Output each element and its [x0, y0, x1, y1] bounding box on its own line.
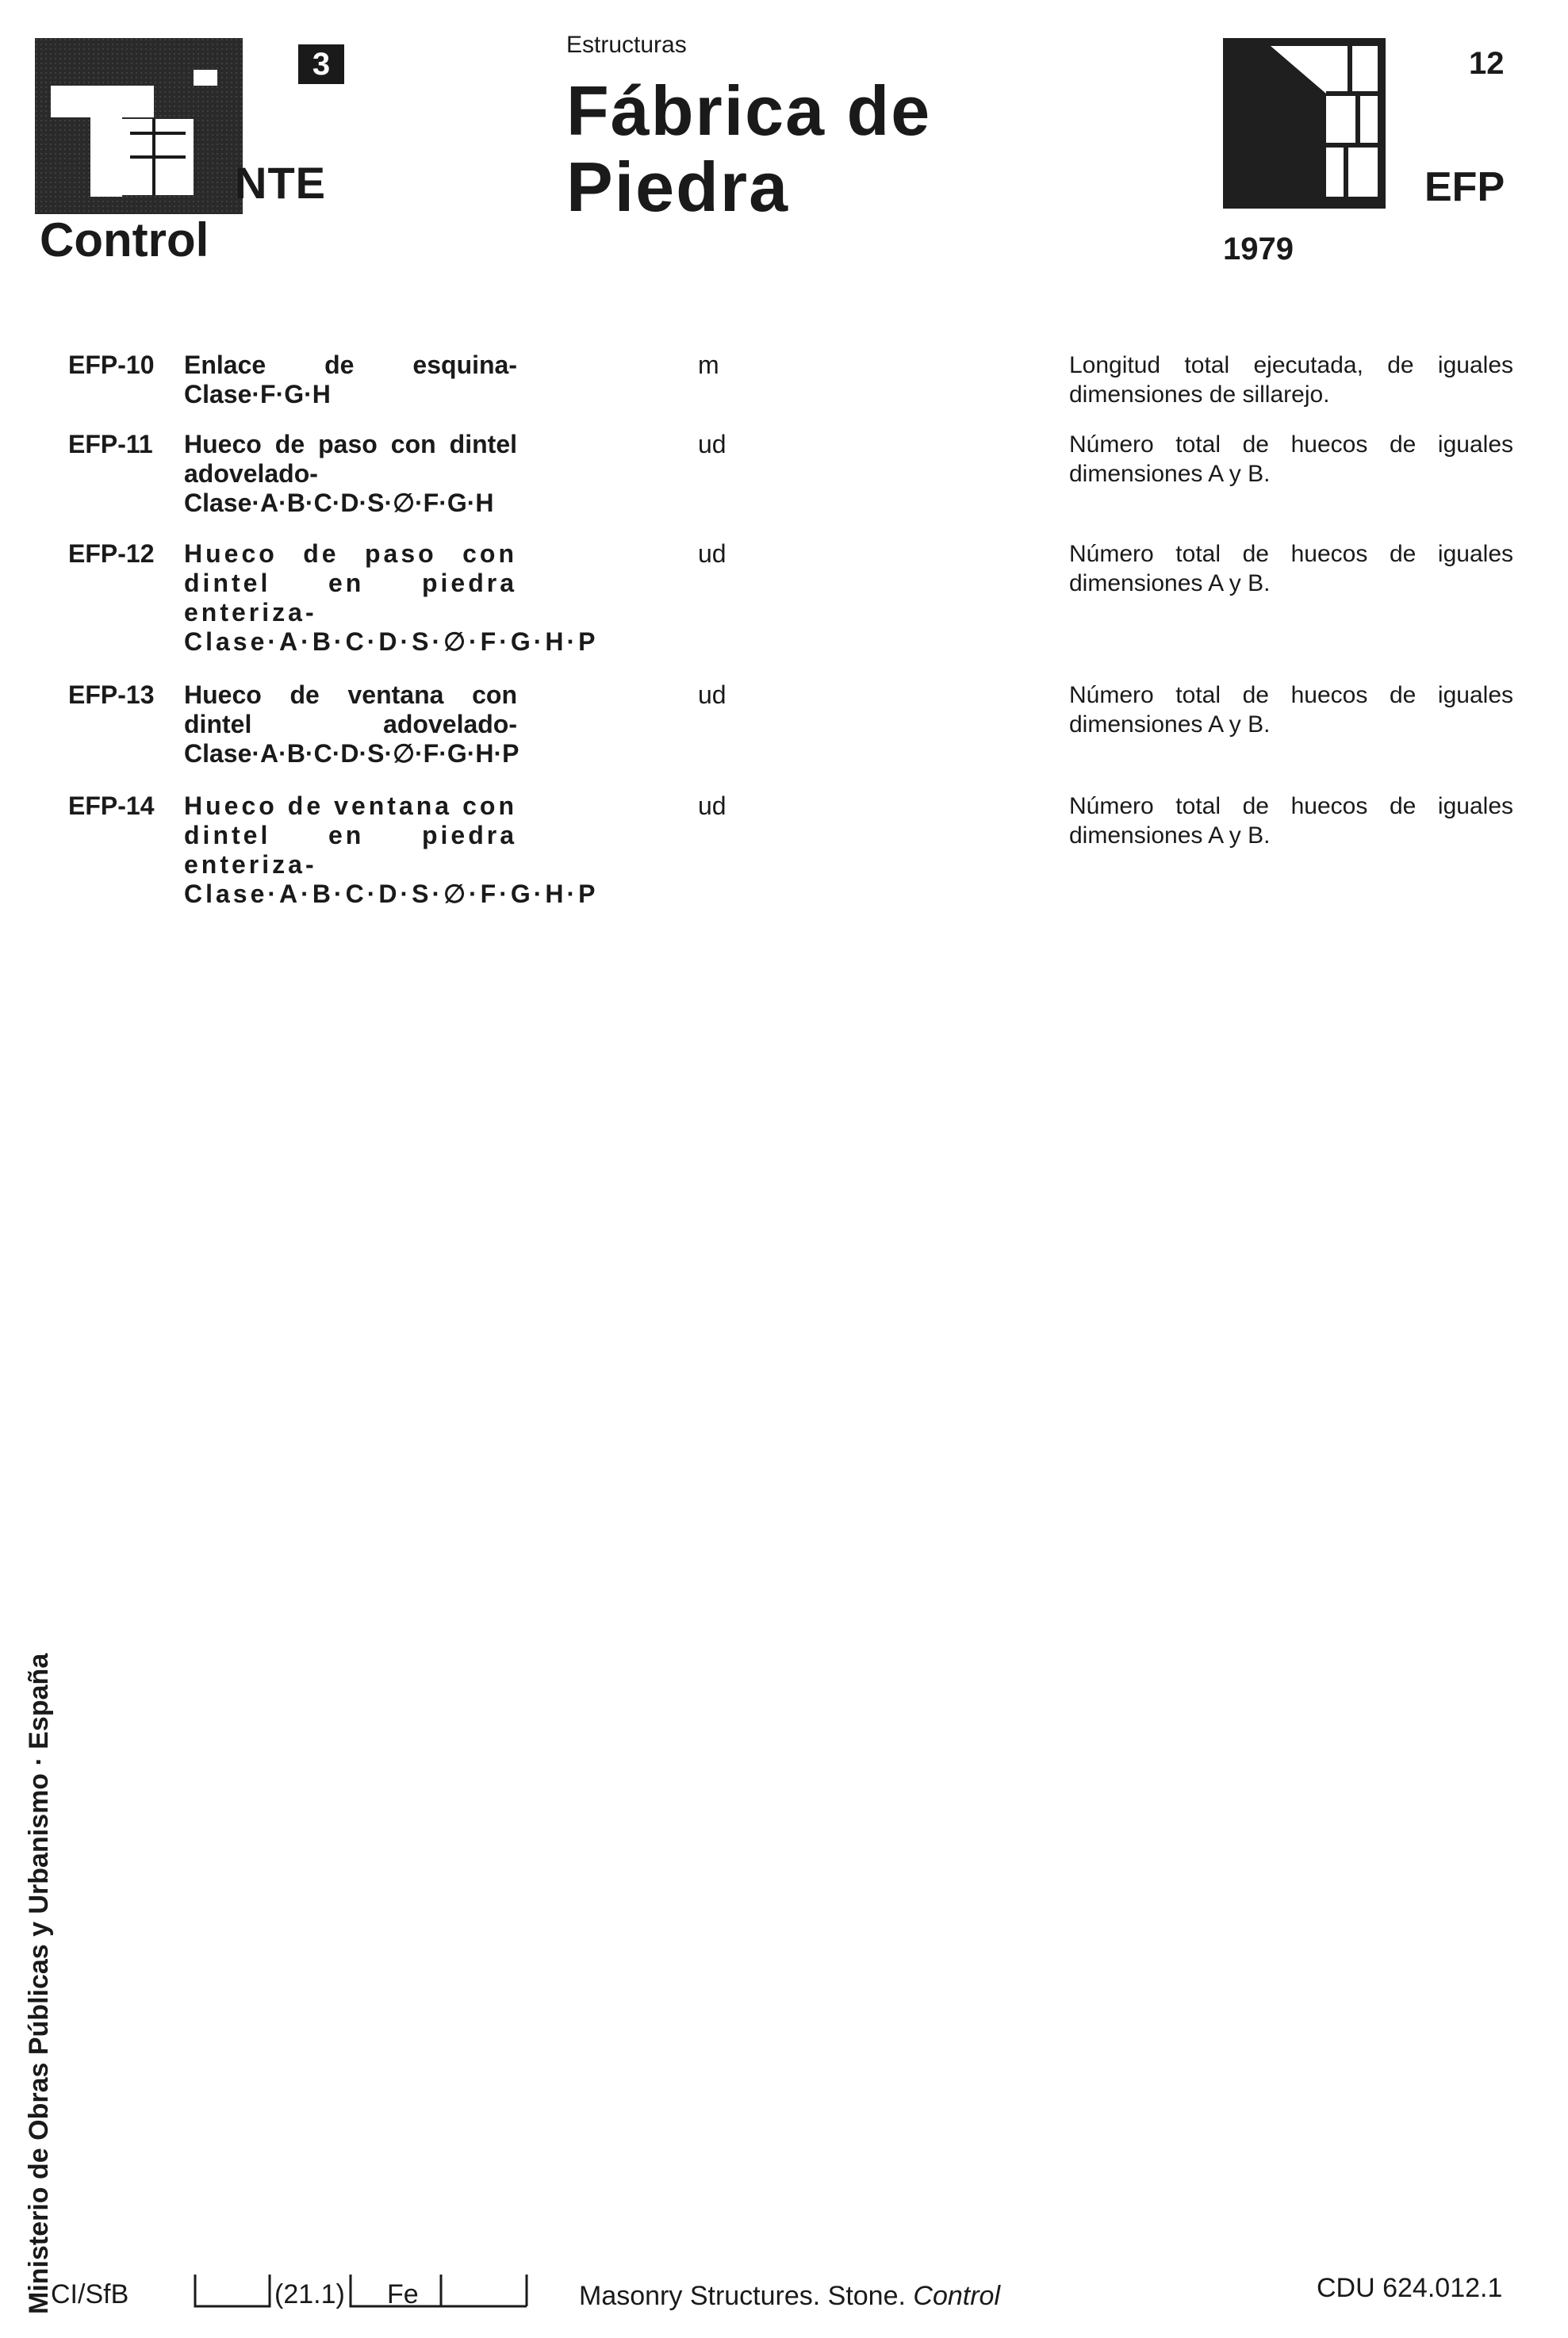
- category-label: Estructuras: [566, 32, 687, 58]
- efp-logo: [1223, 38, 1386, 209]
- item-unit: ud: [698, 539, 726, 568]
- item-unit: ud: [698, 430, 726, 458]
- item-code: EFP-12: [68, 539, 155, 568]
- cisfb-material: Fe: [387, 2279, 419, 2309]
- item-code: EFP-10: [68, 351, 155, 379]
- cisfb-classification-box: [194, 2271, 535, 2309]
- page-title-line1: Fábrica de: [566, 71, 932, 150]
- english-title-subtitle: Control: [913, 2281, 1001, 2311]
- cdu-code: CDU 624.012.1: [1317, 2273, 1503, 2303]
- item-code: EFP-14: [68, 791, 155, 820]
- nte-logo: [35, 38, 243, 214]
- item-description: Número total de huecos de iguales dimensiones A y B.: [1069, 541, 1513, 596]
- document-code: EFP: [1424, 164, 1505, 210]
- item-title: Hueco de paso con dintel en piedra enteriza-Clase·A·B·C·D·S·∅·F·G·H·P: [184, 539, 599, 656]
- item-description: Longitud total ejecutada, de iguales dimensiones de sillarejo.: [1069, 352, 1513, 408]
- page-title: [566, 73, 931, 225]
- item-title: Hueco de ventana con dintel adovelado-Clase·A·B·C·D·S·∅·F·G·H·P: [184, 680, 519, 768]
- chapter-badge: 3: [298, 44, 344, 84]
- page-title-line2: Piedra: [566, 148, 790, 226]
- item-description: Número total de huecos de iguales dimensiones A y B.: [1069, 682, 1513, 738]
- item-description: Número total de huecos de iguales dimensiones A y B.: [1069, 431, 1513, 487]
- item-code: EFP-11: [68, 430, 153, 458]
- item-code: EFP-13: [68, 680, 155, 709]
- item-title: Hueco de paso con dintel adovelado-Clase·A·B·C·D·S·∅·F·G·H: [184, 430, 517, 517]
- item-description: Número total de huecos de iguales dimensiones A y B.: [1069, 793, 1513, 849]
- section-title: Control: [40, 213, 209, 266]
- publisher-side-label: Ministerio de Obras Públicas y Urbanismo · España: [24, 1653, 54, 2314]
- item-title: Hueco de ventana con dintel en piedra enteriza-Clase·A·B·C·D·S·∅·F·G·H·P: [184, 791, 599, 908]
- english-title-main: Masonry Structures. Stone.: [579, 2281, 906, 2311]
- series-label: NTE: [235, 158, 326, 208]
- item-unit: ud: [698, 680, 726, 709]
- item-unit: ud: [698, 791, 726, 820]
- publication-year: 1979: [1223, 232, 1294, 266]
- item-title: Enlace de esquina-Clase·F·G·H: [184, 351, 517, 408]
- cisfb-label: CI/SfB: [51, 2279, 129, 2309]
- item-unit: m: [698, 351, 719, 379]
- cisfb-code: (21.1): [274, 2279, 345, 2309]
- english-title: [579, 2281, 1000, 2312]
- sheet-number: 12: [1469, 46, 1505, 81]
